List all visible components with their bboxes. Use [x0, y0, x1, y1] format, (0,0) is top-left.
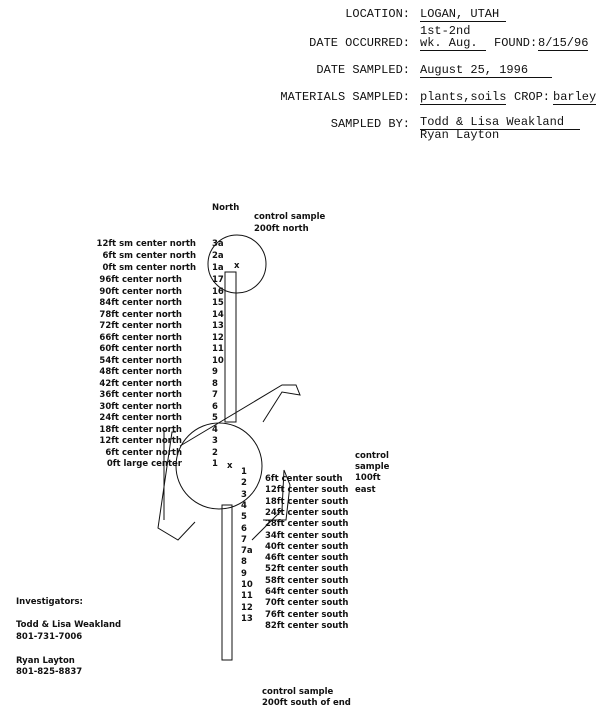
sample-number-south: 3	[241, 489, 247, 500]
sample-label-north: 54ft center north	[99, 355, 182, 366]
sample-number-north: 6	[212, 401, 218, 412]
sample-number-south: 5	[241, 512, 247, 523]
sample-label-south: 82ft center south	[265, 620, 349, 631]
control-south-line2: 200ft south of end	[262, 698, 351, 708]
sample-label-north: 90ft center north	[99, 286, 182, 297]
sample-number-north: 15	[212, 298, 224, 308]
control-east-line2: sample	[355, 462, 390, 472]
sample-number-north: 14	[212, 309, 224, 320]
date-sampled-value: August 25, 1996	[420, 63, 552, 78]
sample-label-south: 70ft center south	[265, 598, 349, 609]
sample-number-south: 13	[241, 613, 253, 624]
crop-value: barley	[553, 90, 597, 104]
sample-number-north: 3	[212, 436, 218, 446]
sample-label-north: 72ft center north	[99, 321, 182, 331]
sample-label-south: 18ft center south	[265, 496, 349, 507]
south-lateral	[222, 505, 232, 660]
crop-label: CROP:	[514, 90, 551, 104]
sample-number-north: 17	[212, 275, 224, 285]
sample-number-north: 16	[212, 286, 224, 297]
sample-number-south: 9	[241, 568, 247, 579]
sample-number-south: 6	[241, 523, 247, 534]
location-label: LOCATION:	[345, 7, 410, 21]
control-east-line1: control	[355, 451, 389, 461]
sample-label-north: 66ft center north	[99, 332, 182, 343]
investigators-heading: Investigators:	[16, 597, 83, 607]
sample-label-south: 40ft center south	[265, 541, 349, 552]
sample-number-south: 2	[241, 478, 247, 489]
sample-label-north-small: 12ft sm center north	[96, 239, 196, 249]
sample-number-south: 4	[241, 500, 247, 511]
sampled-by-line2: Ryan Layton	[420, 128, 500, 142]
sample-number-south: 11	[241, 591, 253, 602]
sample-label-north: 18ft center north	[99, 424, 182, 435]
control-south-line1: control sample	[262, 687, 334, 697]
sampled-by-line1: Todd & Lisa Weakland	[420, 115, 580, 130]
sample-label-north-small: 6ft sm center north	[102, 251, 196, 261]
sample-label-south: 24ft center south	[265, 507, 349, 518]
found-label: FOUND:	[494, 36, 538, 50]
sample-label-south: 58ft center south	[265, 575, 349, 586]
sample-number-north: 4	[212, 424, 218, 435]
found-value: 8/15/96	[538, 36, 589, 50]
sample-label-north-small: 0ft sm center north	[102, 263, 196, 273]
sample-label-north: 48ft center north	[99, 367, 182, 377]
control-east-line3: 100ft	[355, 473, 381, 483]
materials-value: plants,soils	[420, 90, 507, 104]
sample-label-north: 78ft center north	[99, 309, 182, 320]
sample-label-south: 6ft center south	[265, 474, 343, 484]
sample-label-north: 0ft large center	[106, 459, 182, 469]
sample-label-north: 42ft center north	[99, 378, 182, 389]
sample-number-north: 12	[212, 332, 224, 343]
sample-label-south: 34ft center south	[265, 530, 349, 541]
investigators-phone2: 801-825-8837	[16, 667, 83, 677]
sample-number-north: 1	[212, 459, 218, 469]
investigators-phone1: 801-731-7006	[16, 632, 83, 642]
sample-number-north-small: 1a	[212, 263, 224, 273]
sample-label-north: 24ft center north	[99, 413, 182, 423]
sample-label-north: 84ft center north	[99, 298, 182, 308]
sample-number-north-small: 2a	[212, 251, 224, 261]
sample-number-south: 10	[241, 580, 253, 590]
sample-label-south: 12ft center south	[265, 485, 349, 496]
sample-number-south: 7a	[241, 546, 253, 557]
investigators-names2: Ryan Layton	[16, 656, 75, 666]
north-label: North	[212, 203, 240, 213]
sample-label-north: 96ft center north	[99, 275, 182, 285]
location-value: LOGAN, UTAH	[420, 7, 506, 22]
date-occurred-line2: wk. Aug.	[420, 36, 486, 51]
sample-label-south: 28ft center south	[265, 519, 349, 530]
sample-number-north: 13	[212, 321, 224, 331]
sample-number-south: 12	[241, 602, 253, 613]
sample-number-south: 8	[241, 557, 247, 568]
control-north-line1: control sample	[254, 212, 326, 222]
sample-label-south: 76ft center south	[265, 609, 349, 620]
date-sampled-label: DATE SAMPLED:	[316, 63, 410, 77]
sample-label-south: 64ft center south	[265, 587, 349, 597]
sample-number-north: 2	[212, 447, 218, 458]
sample-label-north: 30ft center north	[99, 401, 182, 412]
sample-number-north: 8	[212, 378, 218, 389]
sample-number-north: 9	[212, 367, 218, 377]
sample-number-south: 7	[241, 534, 247, 545]
sample-label-south: 46ft center south	[265, 553, 349, 564]
sample-number-north: 7	[212, 390, 218, 400]
sample-label-south: 52ft center south	[265, 564, 349, 575]
large-circle-x: x	[227, 461, 233, 471]
sample-number-north: 10	[212, 355, 224, 366]
north-lateral	[225, 272, 236, 422]
large-pivot-circle	[176, 423, 262, 509]
sample-label-north: 36ft center north	[99, 390, 182, 400]
sample-label-north: 6ft center north	[105, 447, 182, 458]
control-east-line4: east	[355, 485, 376, 495]
control-north-line2: 200ft north	[254, 224, 309, 234]
investigators-names1: Todd & Lisa Weakland	[16, 620, 122, 630]
sample-label-north: 60ft center north	[99, 344, 182, 354]
date-occurred-line1: 1st-2nd	[420, 24, 471, 38]
sampled-by-label: SAMPLED BY:	[330, 117, 410, 131]
materials-label: MATERIALS SAMPLED:	[280, 90, 410, 104]
sample-number-south: 1	[241, 467, 247, 477]
sample-number-north: 5	[212, 413, 218, 423]
date-occurred-label: DATE OCCURRED:	[309, 36, 410, 50]
sample-number-north-small: 3a	[212, 239, 224, 249]
field-boundary-ne	[180, 385, 300, 446]
sample-label-north: 12ft center north	[99, 436, 182, 446]
small-circle-x: x	[234, 261, 240, 271]
sample-number-north: 11	[212, 344, 224, 354]
